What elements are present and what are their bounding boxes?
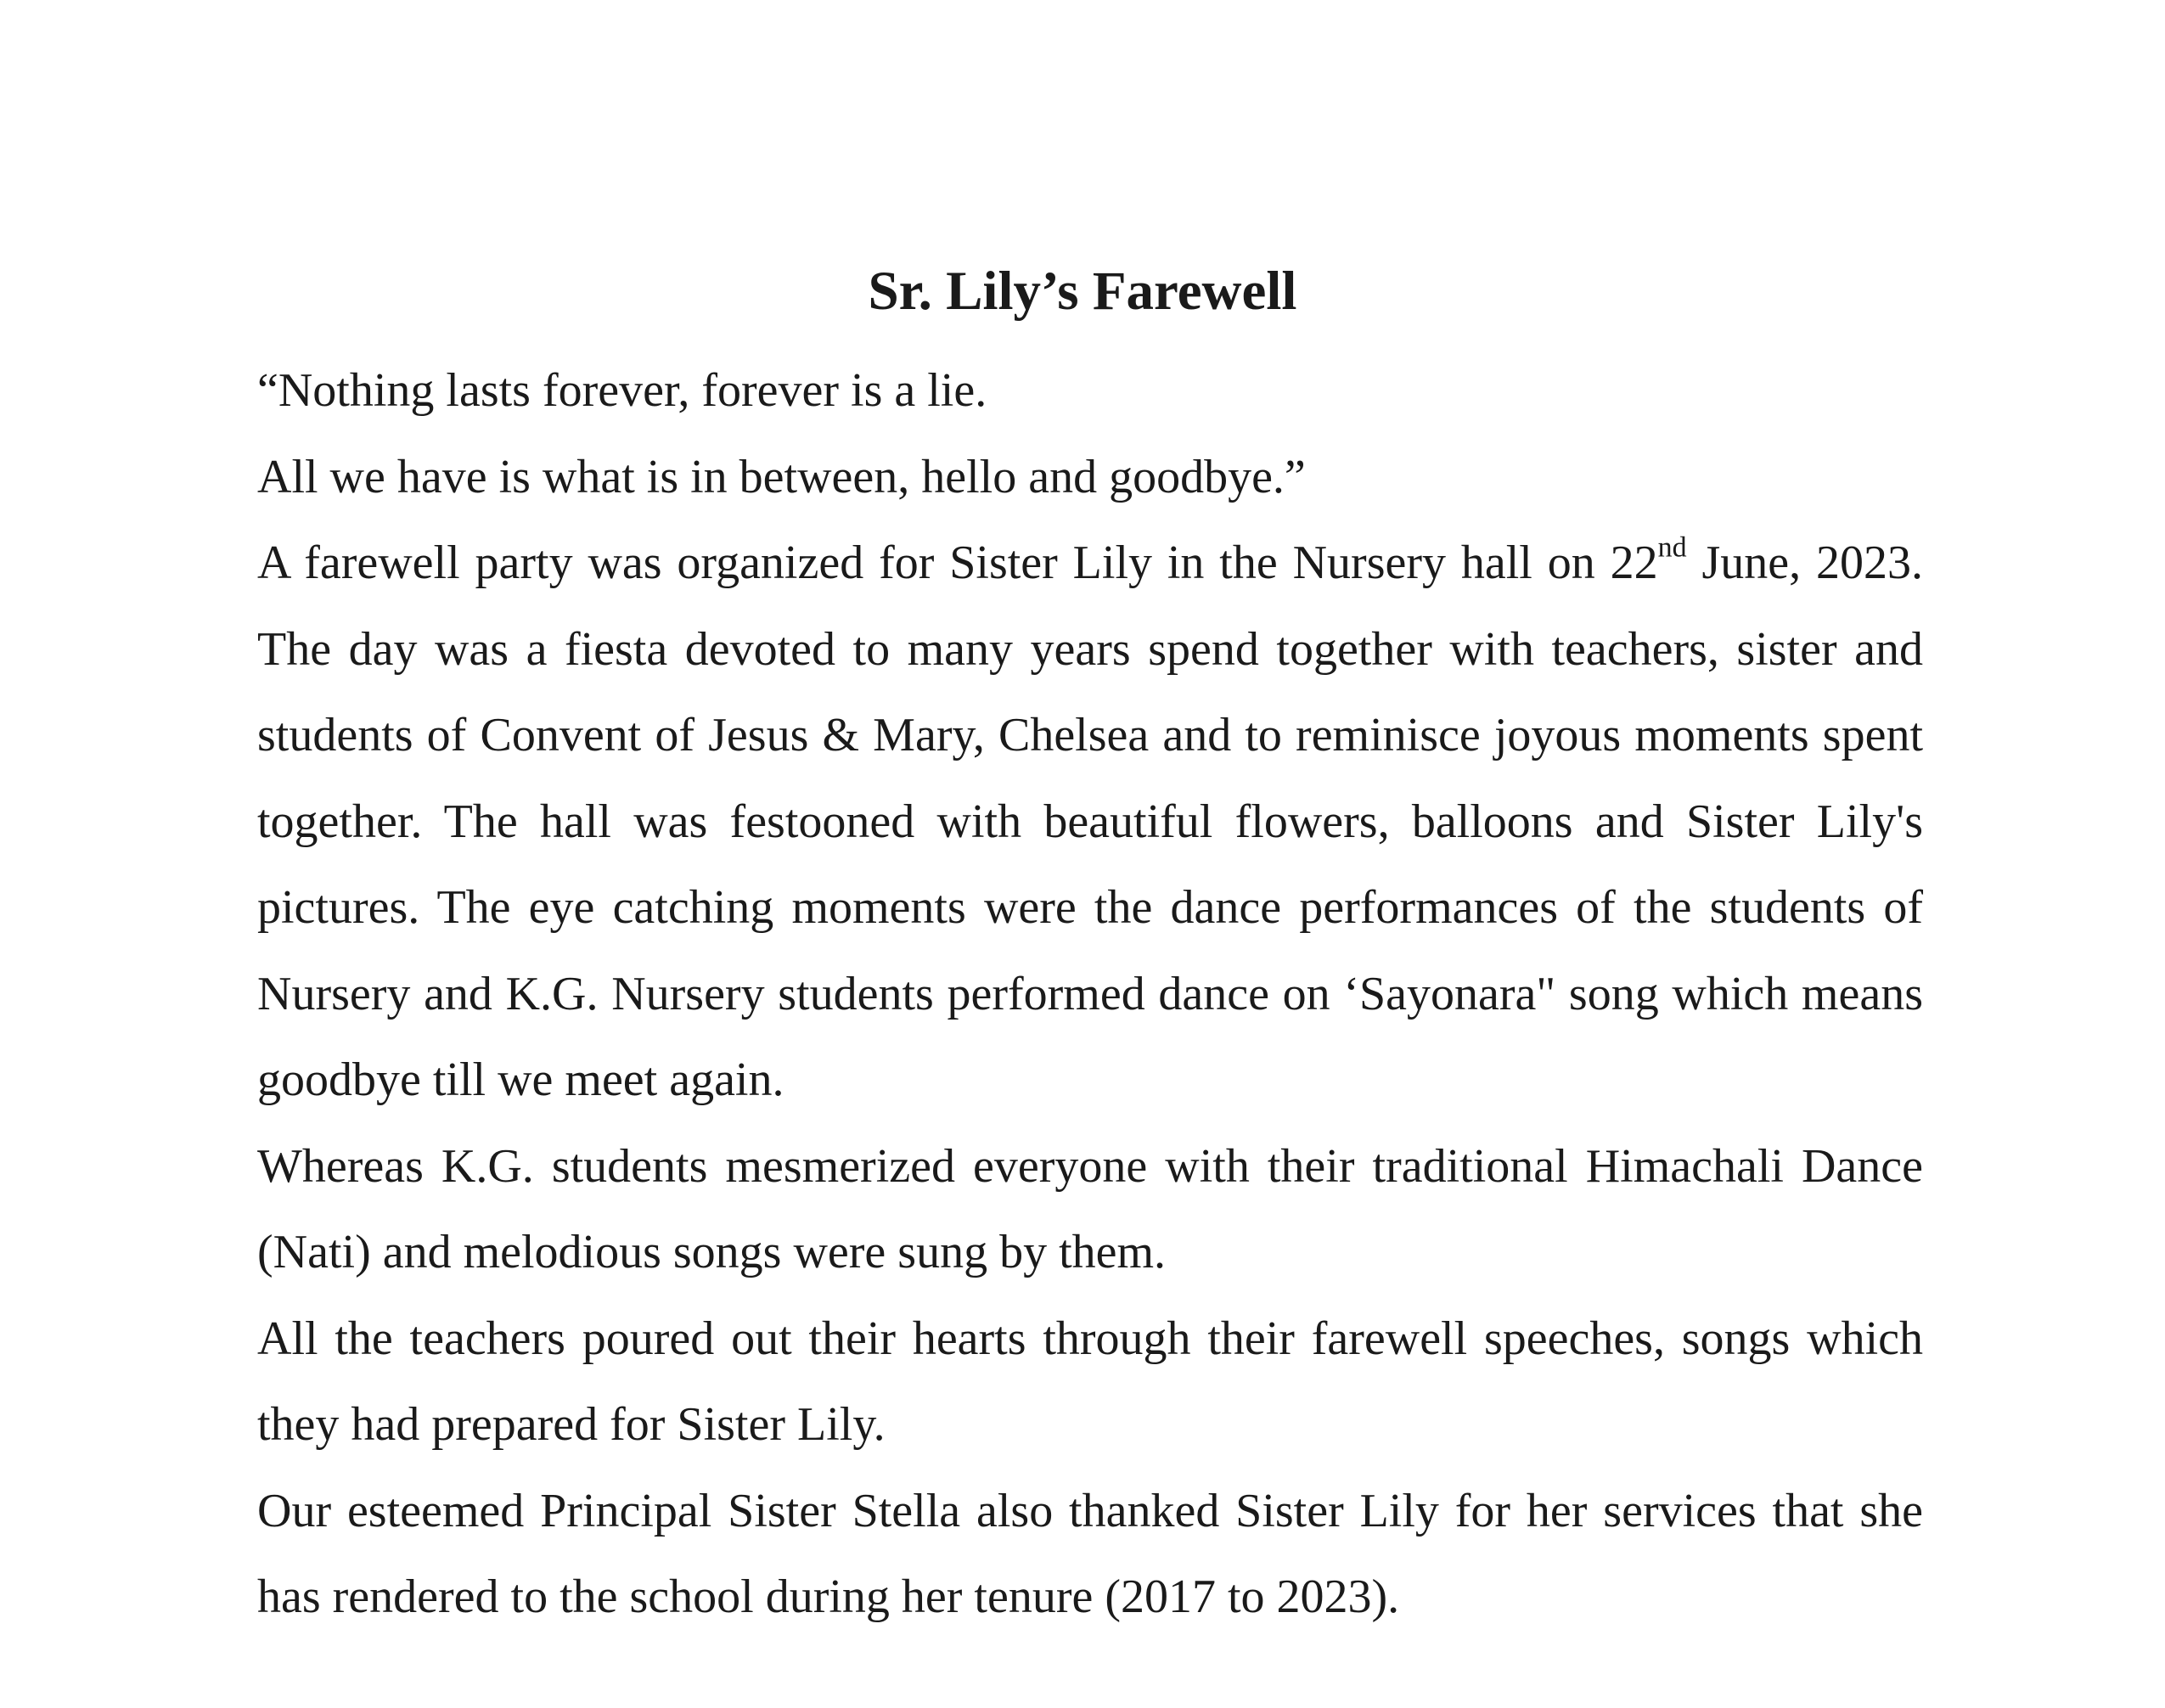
quote-line-2: All we have is what is in between, hello and goodbye.” — [257, 450, 1306, 503]
paragraph-1-after-date: June, 2023. The day was a fiesta devoted to many years spend together with teachers, sister and students of Convent of Jesus & Mary, Chelsea and to reminisce joyous moments spent together. The hall was festooned with beautiful flowers, balloons and Sister Lily's pictures. The eye catching moments were the dance performances of the students of Nursery and K.G. Nursery students performed dance on ‘Sayonara" song which means goodbye till we meet again. — [257, 537, 1923, 1106]
paragraph-teachers: All the teachers poured out their hearts through their farewell speeches, songs which they had prepared for Sister Lily. — [257, 1312, 1923, 1451]
paragraph-kg-students: Whereas K.G. students mesmerized everyone with their traditional Himachali Dance (Nati) and melodious songs were sung by them. — [257, 1139, 1923, 1278]
paragraph-principal: Our esteemed Principal Sister Stella also thanked Sister Lily for her services that she has rendered to the school during her tenure (2017 to 2023). — [257, 1484, 1923, 1623]
quote-line-1: “Nothing lasts forever, forever is a lie. — [257, 364, 987, 417]
paragraph-farewell-party — [257, 520, 1923, 1124]
date-ordinal-suffix: nd — [1657, 531, 1687, 564]
document-body — [257, 348, 1923, 1641]
paragraph-1-before-date: A farewell party was organized for Sister Lily in the Nursery hall on 22 — [257, 537, 1658, 589]
document-title: Sr. Lily’s Farewell — [868, 261, 1297, 322]
